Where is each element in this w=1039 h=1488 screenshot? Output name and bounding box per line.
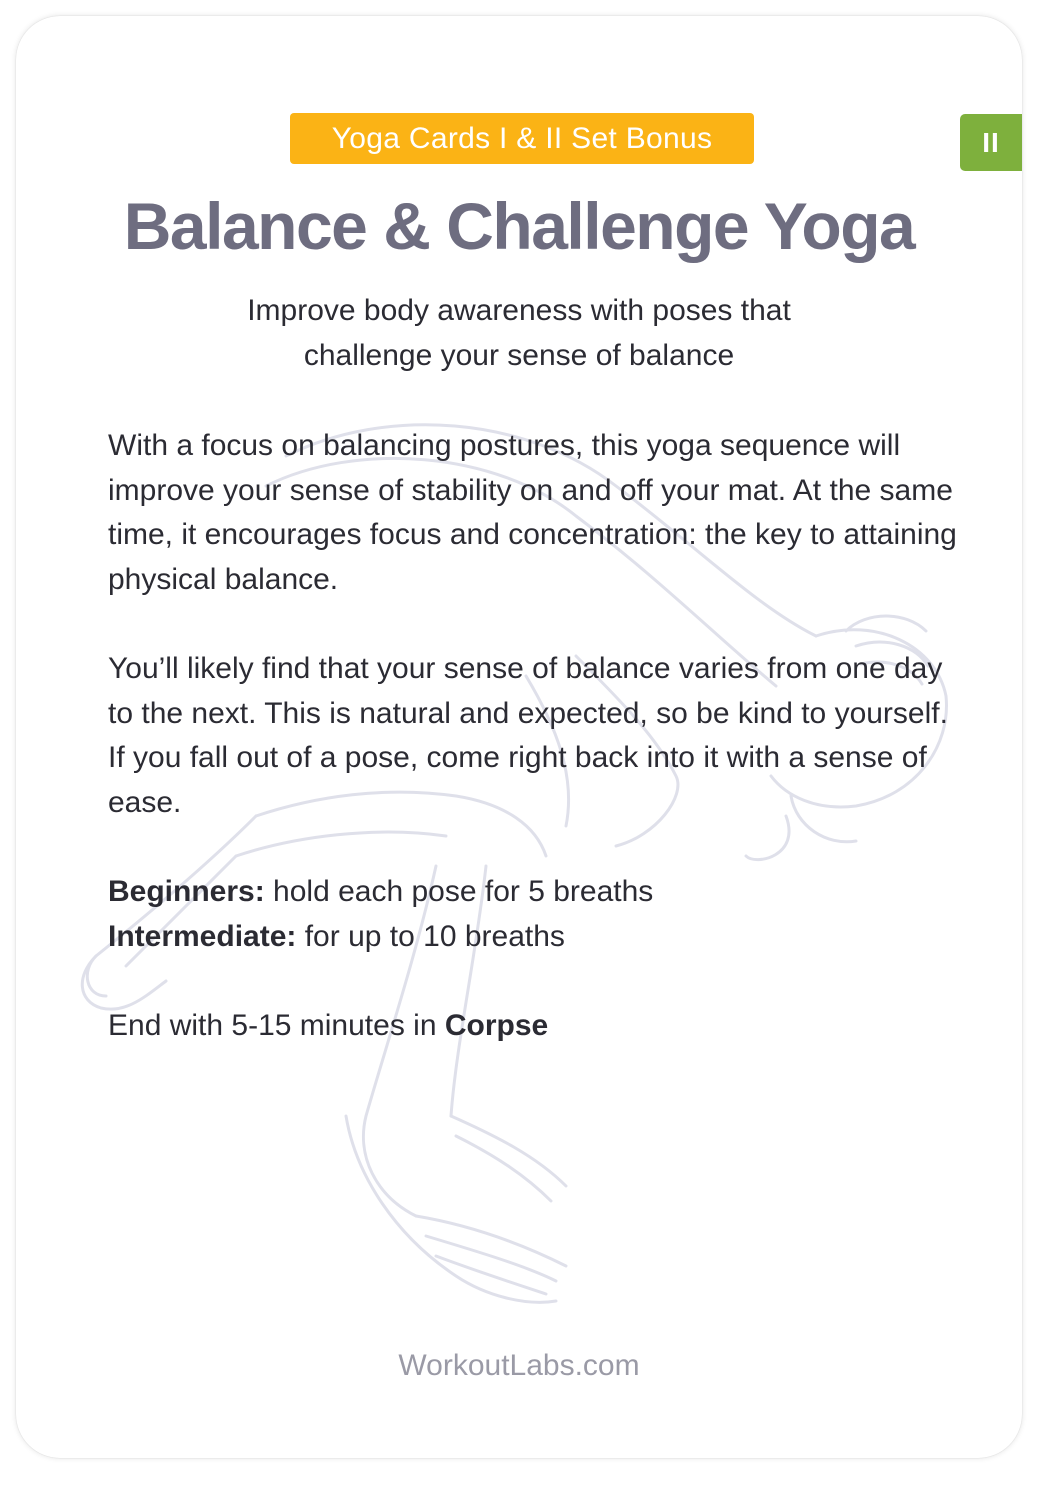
intermediate-label: Intermediate: <box>108 919 297 953</box>
hold-times <box>108 870 958 959</box>
balance-paragraph: You’ll likely find that your sense of balance varies from one day to the next. This is natural and expected, so be kind to yourself. If you fall out of a pose, come right back into it with a sense of ease. <box>108 652 948 819</box>
subtitle-line-2: challenge your sense of balance <box>303 339 735 372</box>
card-title: Balance & Challenge Yoga <box>123 189 915 263</box>
ending-instruction <box>108 1004 958 1049</box>
beginners-text: hold each pose for 5 breaths <box>264 875 654 908</box>
intro-paragraph: With a focus on balancing postures, this yoga sequence will improve your sense of stability on and off your mat. At the same time, it encourages focus and concentration: the key to attaining physical balance. <box>108 429 957 596</box>
subtitle-line-1: Improve body awareness with poses that <box>247 294 791 327</box>
set-bonus-badge: Yoga Cards I & II Set Bonus <box>290 113 754 164</box>
card-subtitle <box>169 288 869 378</box>
level-indicator-tab[interactable]: II <box>960 114 1022 171</box>
ending-prefix: End with 5-15 minutes in <box>108 1009 445 1042</box>
ending-pose: Corpse <box>444 1009 549 1042</box>
yoga-card <box>16 16 1022 1458</box>
site-footer[interactable]: WorkoutLabs.com <box>398 1349 640 1382</box>
intermediate-text: for up to 10 breaths <box>296 919 565 953</box>
beginners-label: Beginners: <box>108 875 265 908</box>
